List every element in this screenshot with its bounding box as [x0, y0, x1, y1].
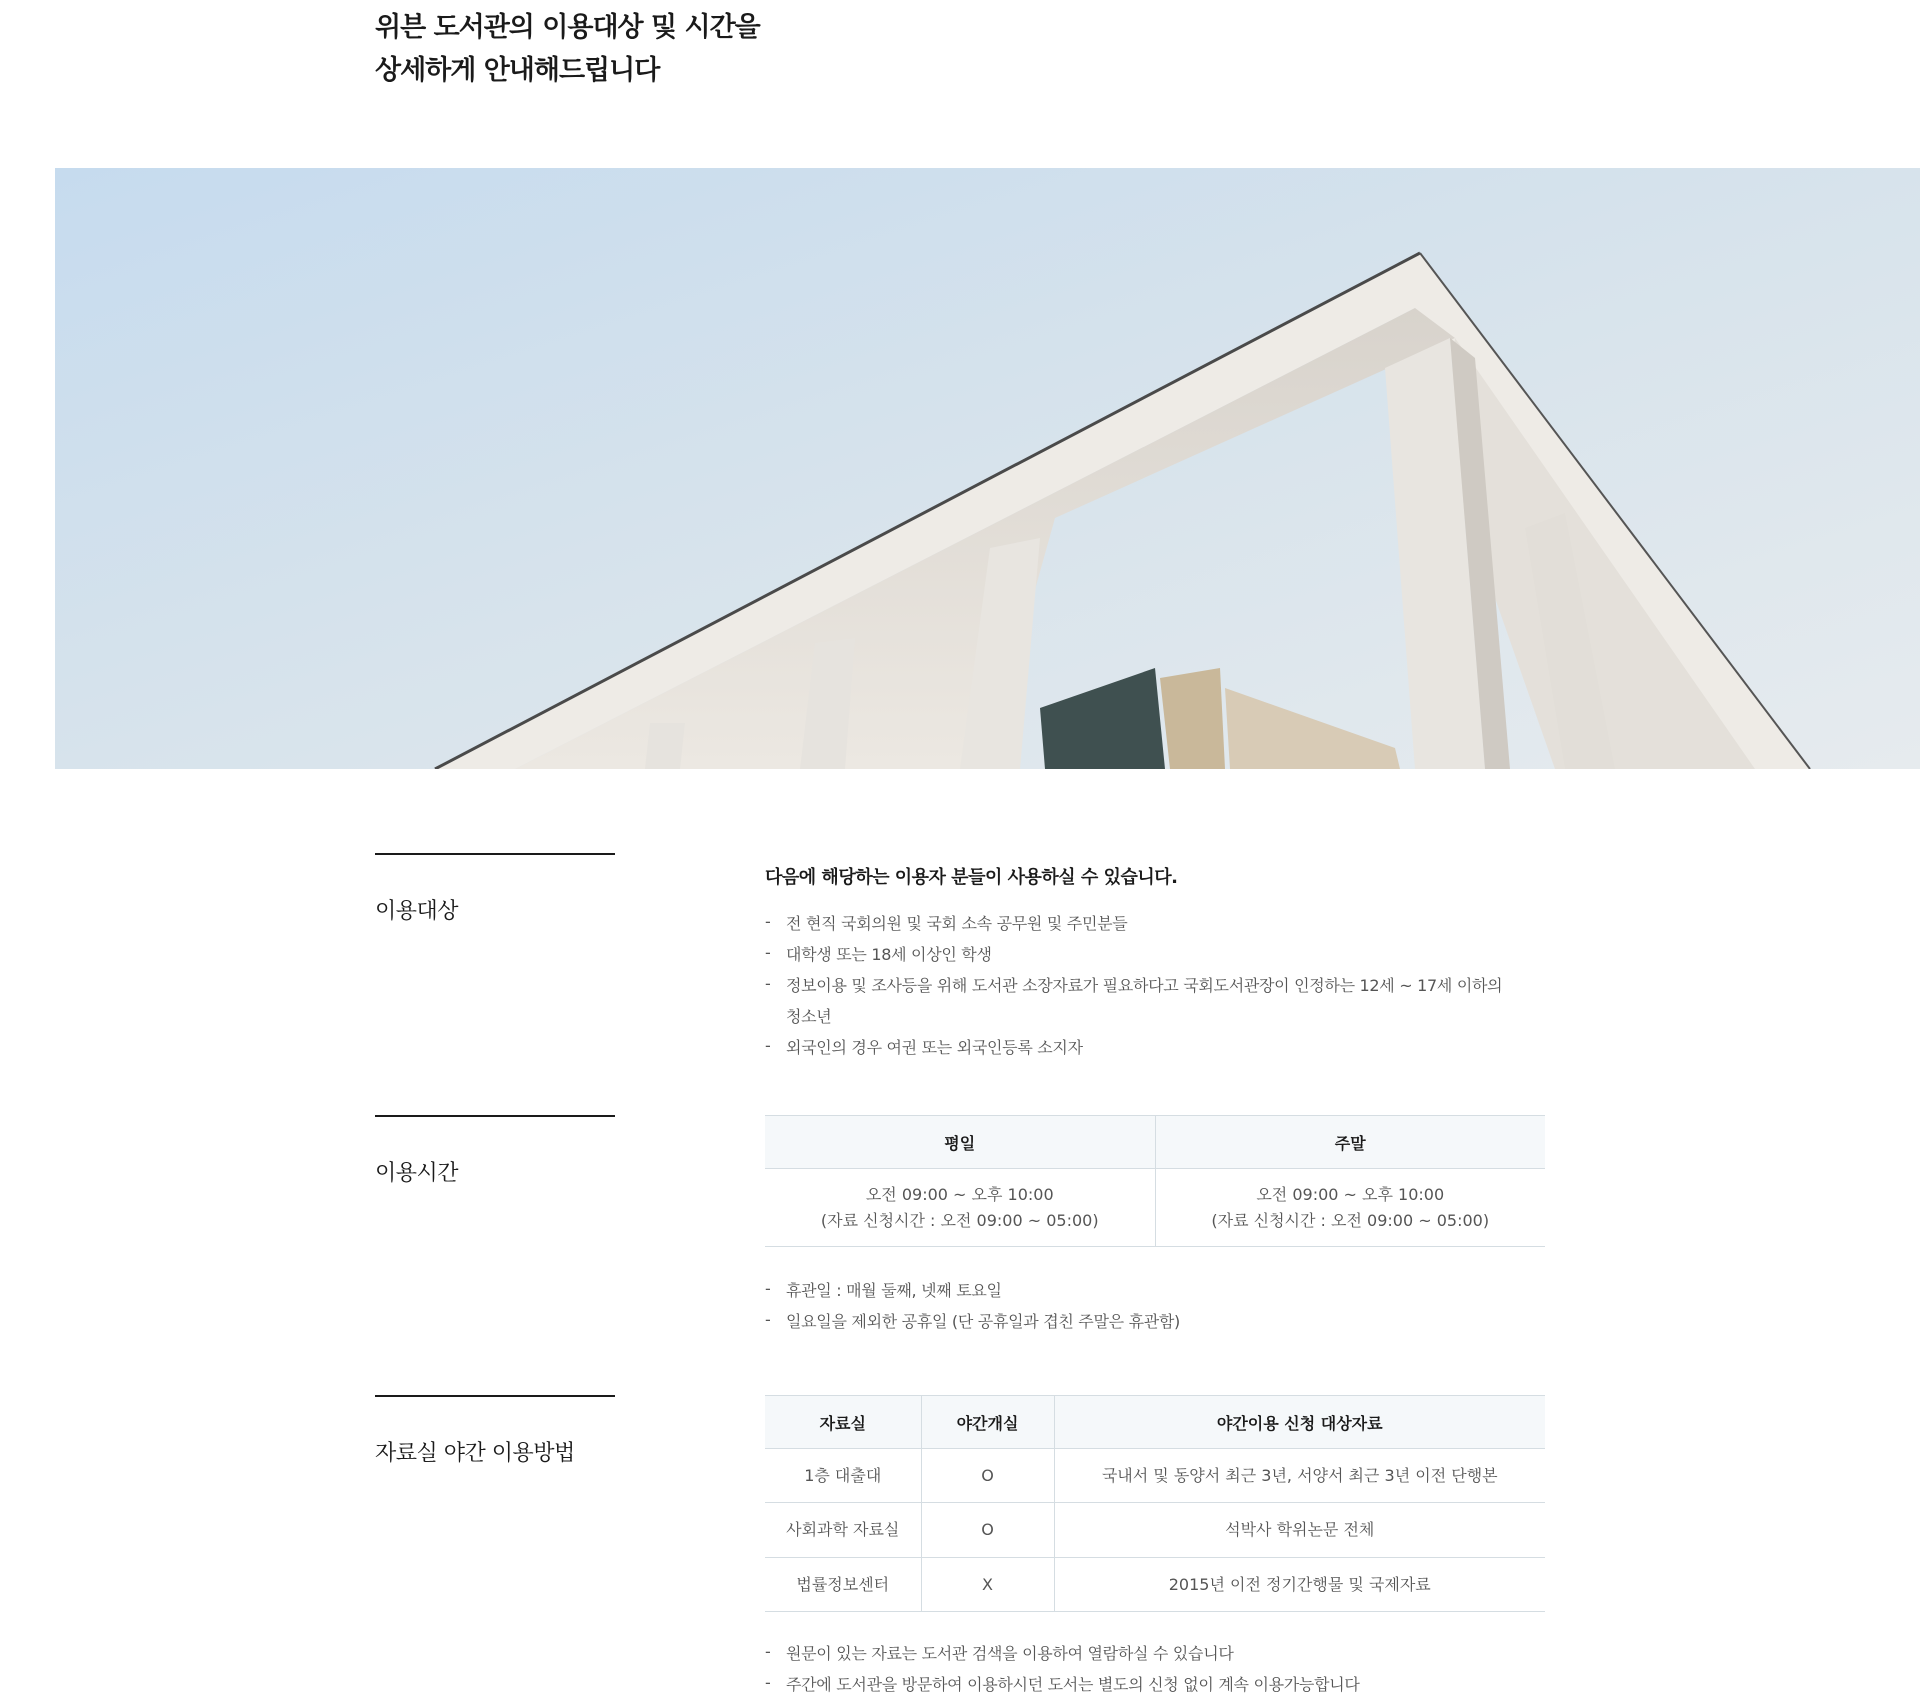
column-header: 야간이용 신청 대상자료: [1054, 1396, 1545, 1449]
table-cell: 2015년 이전 정기간행물 및 국제자료: [1054, 1558, 1545, 1612]
table-row: [765, 1503, 1545, 1558]
hours-notes: [765, 1275, 1545, 1337]
weekday-hours: 오전 09:00 ~ 오후 10:00: [865, 1184, 1054, 1204]
hours-table: [765, 1115, 1545, 1247]
eligibility-label: 이용대상: [375, 853, 615, 925]
headline-line-1: 위븐 도서관의 이용대상 및 시간을: [375, 12, 760, 43]
column-header: 야간개실: [921, 1396, 1054, 1449]
table-row: [765, 1169, 1545, 1247]
list-item: - 정보이용 및 조사등을 위해 도서관 소장자료가 필요하다고 국회도서관장이 인정하는 12세 ~ 17세 이하의: [765, 970, 1545, 1001]
list-item: - 대학생 또는 18세 이상인 학생: [765, 939, 1545, 970]
list-item: - 일요일을 제외한 공휴일 (단 공휴일과 겹친 주말은 휴관함): [765, 1306, 1545, 1337]
table-cell: 석박사 학위논문 전체: [1054, 1503, 1545, 1558]
night-table: [765, 1395, 1545, 1612]
weekend-hours: 오전 09:00 ~ 오후 10:00: [1256, 1184, 1445, 1204]
headline-line-2: 상세하게 안내해드립니다: [375, 55, 660, 86]
weekday-request-hours: (자료 신청시간 : 오전 09:00 ~ 05:00): [820, 1210, 1099, 1230]
night-notes: [765, 1638, 1545, 1698]
table-cell: [1155, 1169, 1545, 1247]
list-item: - 주간에 도서관을 방문하여 이용하시던 도서는 별도의 신청 없이 계속 이용가능합니다: [765, 1669, 1545, 1698]
table-cell: O: [921, 1503, 1054, 1558]
table-cell: 1층 대출대: [765, 1449, 921, 1503]
list-item-continued: 청소년: [786, 1007, 832, 1026]
table-row: [765, 1449, 1545, 1503]
table-cell: [765, 1169, 1155, 1247]
table-row: [765, 1558, 1545, 1612]
eligibility-intro: 다음에 해당하는 이용자 분들이 사용하실 수 있습니다.: [765, 867, 1178, 888]
list-item: - 전 현직 국회의원 및 국회 소속 공무원 및 주민분들: [765, 908, 1545, 939]
hours-label: 이용시간: [375, 1115, 615, 1187]
column-header: 자료실: [765, 1396, 921, 1449]
page-headline: [375, 6, 760, 92]
weekend-request-hours: (자료 신청시간 : 오전 09:00 ~ 05:00): [1211, 1210, 1490, 1230]
column-header: 주말: [1155, 1116, 1545, 1169]
table-cell: 국내서 및 동양서 최근 3년, 서양서 최근 3년 이전 단행본: [1054, 1449, 1545, 1503]
night-label: 자료실 야간 이용방법: [375, 1395, 615, 1467]
hero-image: [55, 168, 1920, 769]
list-item: - 휴관일 : 매월 둘째, 넷째 토요일: [765, 1275, 1545, 1306]
table-cell: X: [921, 1558, 1054, 1612]
table-cell: 법률정보센터: [765, 1558, 921, 1612]
column-header: 평일: [765, 1116, 1155, 1169]
table-cell: O: [921, 1449, 1054, 1503]
building-photo: [55, 168, 1920, 769]
eligibility-list: [765, 908, 1545, 1063]
list-item: - 원문이 있는 자료는 도서관 검색을 이용하여 열람하실 수 있습니다: [765, 1638, 1545, 1669]
table-cell: 사회과학 자료실: [765, 1503, 921, 1558]
list-item: - 외국인의 경우 여권 또는 외국인등록 소지자: [765, 1032, 1545, 1063]
